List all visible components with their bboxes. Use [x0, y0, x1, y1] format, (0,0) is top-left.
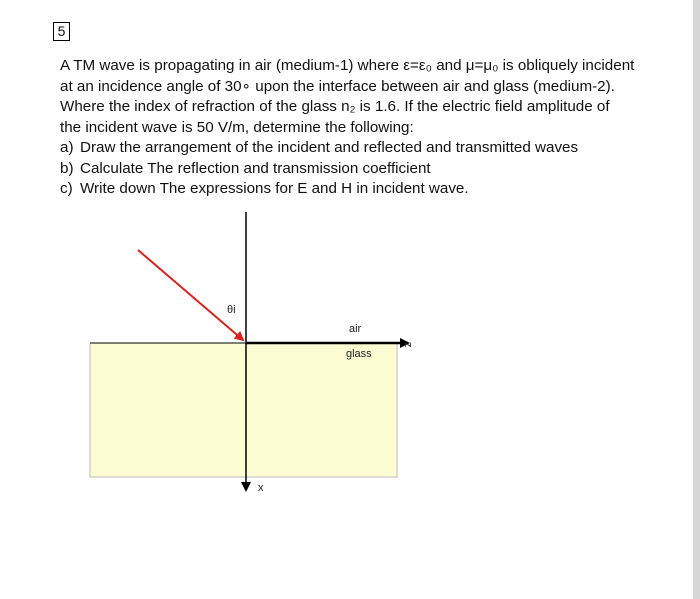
item-marker: b) — [60, 159, 74, 177]
item-text: Calculate The reflection and transmission coefficient — [80, 159, 431, 177]
z-axis-label: z — [402, 342, 414, 348]
incident-ray — [138, 250, 243, 340]
statement-line: A TM wave is propagating in air (medium-1) where ε=ε₀ and μ=μ₀ is obliquely incident — [60, 57, 635, 74]
item-marker: c) — [60, 180, 73, 197]
glass-label: glass — [346, 348, 372, 360]
item-text: Draw the arrangement of the incident and reflected and transmitted waves — [80, 139, 579, 156]
statement-line: at an incidence angle of 30∘ upon the interface between air and glass (medium-2). — [60, 77, 615, 95]
item-text: Write down The expressions for E and H in incident wave. — [80, 180, 469, 197]
air-label: air — [349, 323, 362, 335]
statement-line: Where the index of refraction of the glass n₂ is 1.6. If the electric field amplitude of — [60, 98, 610, 115]
statement-line: the incident wave is 50 V/m, determine the following: — [60, 118, 414, 136]
item-marker: a) — [60, 139, 74, 156]
glass-region — [90, 343, 397, 477]
angle-label: θi — [227, 304, 236, 316]
x-axis-label: x — [258, 482, 264, 494]
problem-number-box: 5 — [53, 22, 70, 41]
